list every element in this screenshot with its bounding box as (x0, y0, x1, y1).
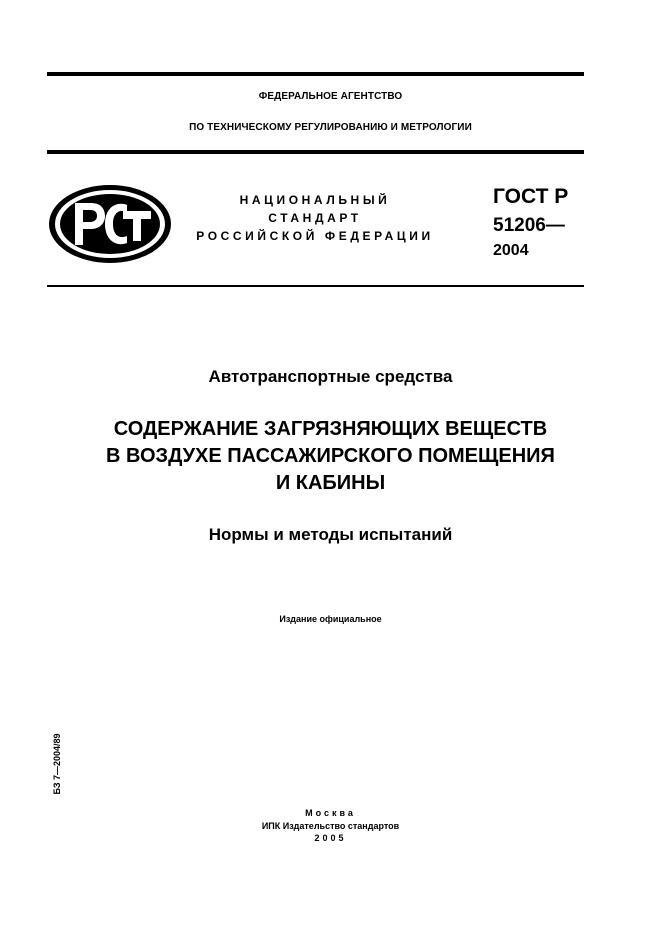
header-divider-rule (47, 150, 584, 154)
standard-line2: СТАНДАРТ (268, 211, 362, 225)
gost-designation-line2: 51206— (493, 215, 565, 236)
document-title-line1: СОДЕРЖАНИЕ ЗАГРЯЗНЯЮЩИХ ВЕЩЕСТВ (113, 418, 548, 440)
document-subject: Автотранспортные средства (208, 367, 453, 386)
standard-line1: НАЦИОНАЛЬНЫЙ (239, 193, 391, 207)
rst-logo-icon (47, 183, 173, 265)
edition-note: Издание официальное (279, 614, 382, 624)
document-subtitle: Нормы и методы испытаний (208, 525, 453, 544)
agency-name-line2: ПО ТЕХНИЧЕСКОМУ РЕГУЛИРОВАНИЮ И МЕТРОЛОГИИ (189, 122, 472, 133)
imprint-year: 2005 (314, 833, 347, 843)
header-bottom-rule (47, 285, 584, 287)
agency-name-line1: ФЕДЕРАЛЬНОЕ АГЕНТСТВО (258, 91, 403, 102)
rst-logo-svg (47, 183, 173, 265)
standard-line3: РОССИЙСКОЙ ФЕДЕРАЦИИ (196, 229, 434, 243)
document-title-line2: В ВОЗДУХЕ ПАССАЖИРСКОГО ПОМЕЩЕНИЯ (106, 445, 555, 467)
side-catalog-code: БЗ 7—2004/89 (52, 733, 62, 795)
top-rule (47, 72, 584, 76)
gost-designation-year: 2004 (493, 242, 529, 259)
national-standard-heading (175, 191, 455, 245)
document-title-line3: И КАБИНЫ (275, 472, 386, 494)
imprint-city: Москва (305, 808, 356, 818)
imprint-publisher: ИПК Издательство стандартов (261, 821, 400, 831)
gost-designation-line1: ГОСТ Р (493, 185, 569, 208)
